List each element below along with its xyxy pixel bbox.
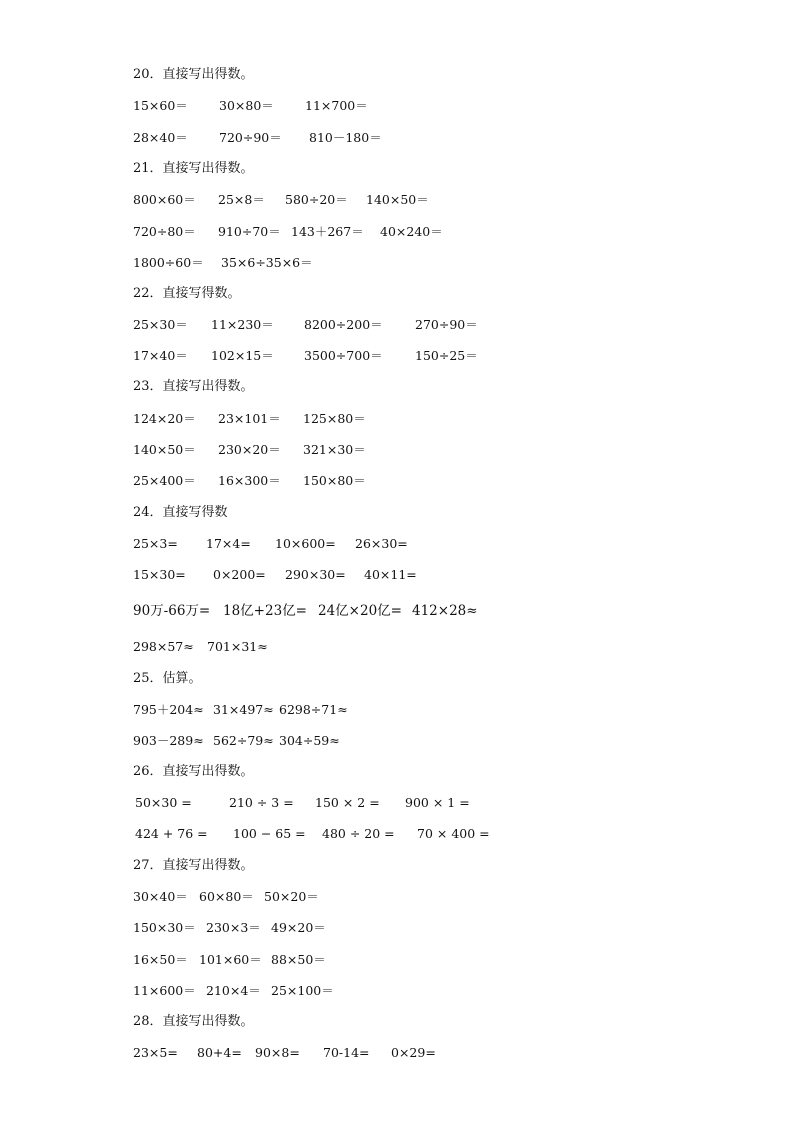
math-problem: 25×8＝ [218, 192, 265, 207]
math-problem: 70-14= [323, 1045, 370, 1060]
math-problem: 1800÷60＝ [133, 255, 204, 270]
math-problem: 270÷90＝ [415, 317, 478, 332]
math-problem: 125×80＝ [303, 411, 366, 426]
math-problem: 17×4= [206, 536, 251, 551]
math-problem: 10×600= [275, 536, 336, 551]
math-problem: 15×60＝ [133, 98, 188, 113]
math-problem: 210×4＝ [206, 983, 261, 998]
math-problem: 140×50＝ [366, 192, 429, 207]
math-problem: 230×20＝ [218, 442, 281, 457]
math-problem: 23×101＝ [218, 411, 281, 426]
math-problem: 25×3= [133, 536, 178, 551]
math-problem: 15×30= [133, 567, 186, 582]
math-problem: 720÷80＝ [133, 224, 196, 239]
math-problem: 50×20＝ [264, 889, 319, 904]
math-problem: 0×200= [213, 567, 266, 582]
math-problem: 701×31≈ [207, 639, 268, 654]
math-problem: 321×30＝ [303, 442, 366, 457]
math-problem: 40×240＝ [380, 224, 443, 239]
math-problem: 11×230＝ [211, 317, 274, 332]
section-heading: 20．直接写出得数。 [133, 67, 254, 82]
section-heading: 26．直接写出得数。 [133, 764, 254, 779]
math-problem: 810－180＝ [309, 130, 382, 145]
math-problem: 580÷20＝ [285, 192, 348, 207]
math-problem: 150×30＝ [133, 920, 196, 935]
section-heading: 25．估算。 [133, 671, 202, 686]
section-heading: 22．直接写得数。 [133, 286, 241, 301]
math-problem: 910÷70＝ [218, 224, 281, 239]
math-problem: 16×50＝ [133, 952, 188, 967]
math-problem: 28×40＝ [133, 130, 188, 145]
math-problem: 101×60＝ [199, 952, 262, 967]
math-problem: 480 ÷ 20 = [322, 826, 395, 841]
math-problem: 143＋267＝ [291, 224, 364, 239]
math-problem: 30×80＝ [219, 98, 274, 113]
math-problem: 49×20＝ [271, 920, 326, 935]
section-heading: 23．直接写出得数。 [133, 379, 254, 394]
section-heading: 27．直接写出得数。 [133, 858, 254, 873]
math-problem: 90×8= [255, 1045, 300, 1060]
math-problem: 18亿+23亿= [223, 603, 307, 619]
math-problem: 11×700＝ [305, 98, 368, 113]
math-problem: 795＋204≈ [133, 702, 204, 717]
math-problem: 412×28≈ [412, 603, 478, 619]
math-problem: 290×30= [285, 567, 346, 582]
math-problem: 16×300＝ [218, 473, 281, 488]
math-problem: 102×15＝ [211, 348, 274, 363]
math-problem: 88×50＝ [271, 952, 326, 967]
math-problem: 210 ÷ 3 = [229, 795, 294, 810]
section-heading: 24．直接写得数 [133, 505, 228, 520]
math-problem: 40×11= [364, 567, 417, 582]
math-problem: 23×5= [133, 1045, 178, 1060]
math-problem: 17×40＝ [133, 348, 188, 363]
math-problem: 562÷79≈ [213, 733, 274, 748]
math-problem: 100 − 65 = [233, 826, 306, 841]
math-problem: 230×3＝ [206, 920, 261, 935]
math-problem: 25×400＝ [133, 473, 196, 488]
math-problem: 424 + 76 = [135, 826, 208, 841]
math-problem: 900 × 1 = [405, 795, 470, 810]
math-problem: 90万-66万= [133, 603, 211, 619]
math-problem: 800×60＝ [133, 192, 196, 207]
section-heading: 28．直接写出得数。 [133, 1014, 254, 1029]
math-problem: 150×80＝ [303, 473, 366, 488]
math-problem: 24亿×20亿= [318, 603, 402, 619]
section-heading: 21．直接写出得数。 [133, 161, 254, 176]
math-problem: 298×57≈ [133, 639, 194, 654]
math-problem: 3500÷700＝ [304, 348, 383, 363]
math-problem: 0×29= [391, 1045, 436, 1060]
math-problem: 50×30 = [135, 795, 192, 810]
math-problem: 8200÷200＝ [304, 317, 383, 332]
math-problem: 150÷25＝ [415, 348, 478, 363]
math-problem: 124×20＝ [133, 411, 196, 426]
math-problem: 60×80＝ [199, 889, 254, 904]
math-problem: 6298÷71≈ [279, 702, 348, 717]
math-problem: 140×50＝ [133, 442, 196, 457]
math-problem: 80+4= [197, 1045, 242, 1060]
math-problem: 150 × 2 = [315, 795, 380, 810]
math-problem: 25×100＝ [271, 983, 334, 998]
math-problem: 26×30= [355, 536, 408, 551]
math-problem: 31×497≈ [213, 702, 274, 717]
math-problem: 11×600＝ [133, 983, 196, 998]
math-problem: 304÷59≈ [279, 733, 340, 748]
math-problem: 25×30＝ [133, 317, 188, 332]
math-problem: 903－289≈ [133, 733, 204, 748]
math-problem: 720÷90＝ [219, 130, 282, 145]
math-problem: 30×40＝ [133, 889, 188, 904]
math-problem: 35×6÷35×6＝ [221, 255, 313, 270]
math-problem: 70 × 400 = [417, 826, 490, 841]
